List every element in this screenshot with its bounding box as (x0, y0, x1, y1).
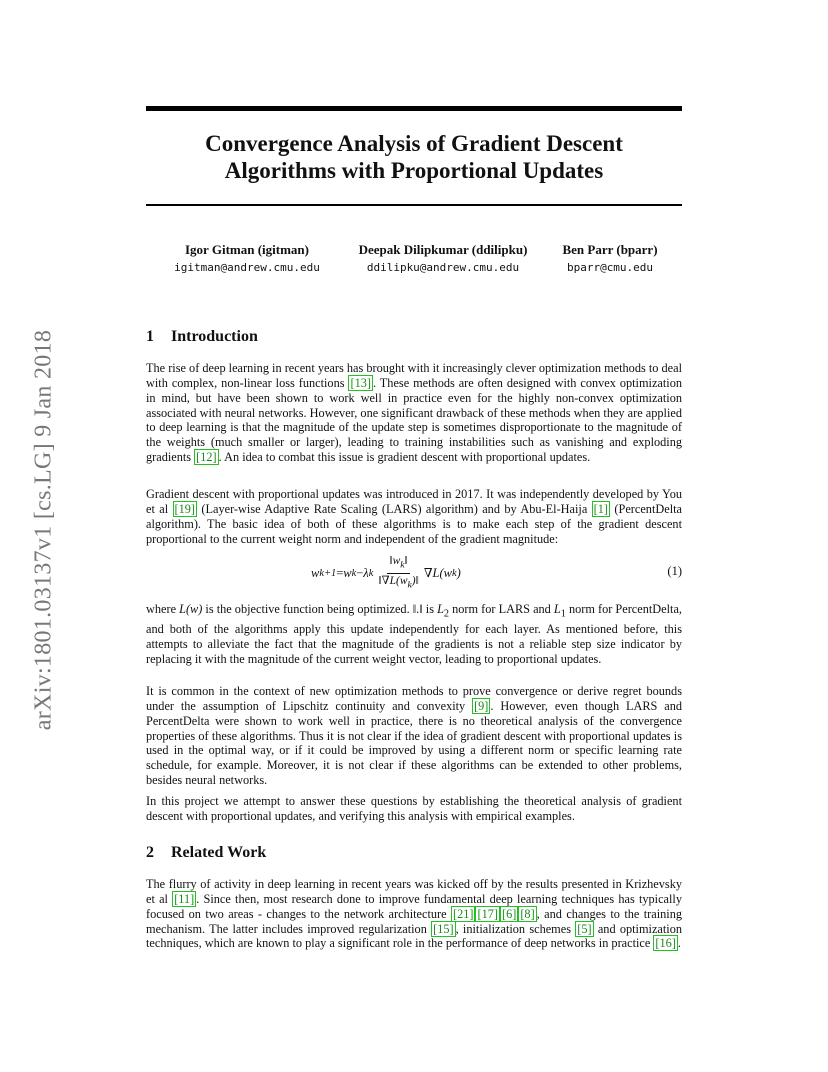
eq-symbol: w (343, 565, 352, 580)
author-block (552, 241, 668, 277)
section-number: 2 (146, 844, 154, 861)
paragraph-text: is (422, 602, 438, 616)
citation-link[interactable]: [12] (196, 450, 217, 465)
author-block (164, 241, 330, 277)
inline-math: L (553, 602, 561, 616)
paper-title (146, 130, 682, 184)
intro-paragraph-5 (146, 794, 682, 824)
citation-link[interactable]: [21] (452, 906, 474, 921)
eq-subscript: k (351, 567, 357, 579)
section-title: Introduction (171, 328, 258, 345)
eq-numerator: $‖w_k‖$ (387, 554, 409, 573)
eq-symbol: λ (363, 565, 369, 580)
paragraph-text: . However, even though LARS and PercentDelta were shown to work well in practice, there is no theoretical analysis of the convergence properties of these algorithms. Thus it is not clear if the idea of gradient descent with proportional updates is used in the optimal way, or if it could be improved by using a different norm or specific learning rate schedule, for example. Moreover, it is not clear if these algorithms can be extended to other problems, besides neural networks. (146, 698, 683, 788)
citation-link[interactable]: [6] (501, 906, 517, 921)
eq-symbol: ) (456, 565, 461, 580)
title-line-2: Algorithms with Proportional Updates (224, 158, 604, 183)
author-name: Ben Parr (bparr) (562, 242, 658, 257)
paragraph-text: . Since then, most research done to improve fundamental deep learning techniques has typically focused on two areas - changes to the network architecture (146, 891, 682, 921)
author-email: igitman@andrew.cmu.edu (174, 261, 320, 274)
paragraph-text: . These methods are often designed with convex optimization in mind, but have been shown to work well in practice even for the highly non-convex optimization associated with neural networks. However, one significant drawback of these methods when they are applied to deep learning is that the magnitude of the update step is sometimes disproportionate to the magnitude of the weights (much smaller or larger), leading to training instabilities such as vanishing and exploding gradients (146, 375, 682, 465)
citation-link[interactable]: [8] (520, 906, 535, 921)
eq-gradient: ∇L(w (423, 566, 453, 580)
title-top-rule (146, 106, 682, 111)
inline-math-subscript: 1 (560, 608, 566, 620)
citation-link[interactable]: [19] (174, 501, 196, 516)
paragraph-text: It is common in the context of new optimization methods to prove convergence or derive regret bounds under the assumption of Lipschitz continuity and convexity (146, 684, 682, 713)
author-email: ddilipku@andrew.cmu.edu (366, 261, 520, 274)
paragraph-text: The flurry of activity in deep learning in recent years was kicked off by the results presented in Krizhevsky et al (146, 877, 682, 906)
citation-link[interactable]: [9] (474, 698, 489, 713)
intro-paragraph-3 (146, 602, 682, 667)
eq-fraction (376, 554, 420, 592)
author-email: bparr@cmu.edu (566, 261, 654, 274)
paragraph-text: . An idea to combat this issue is gradient descent with proportional updates. (218, 450, 591, 465)
eq-subscript: k (368, 567, 374, 579)
arxiv-identifier: arXiv:1801.03137v1 [cs.LG] 9 Jan 2018 (30, 329, 57, 731)
paragraph-text: In this project we attempt to answer these questions by establishing the theoretical analysis of gradient descent with proportional updates, and verifying this analysis with empirical examples. (146, 794, 682, 823)
paragraph-text: , initialization schemes (455, 921, 576, 936)
citation-link[interactable]: [1] (593, 501, 609, 516)
section-number: 1 (146, 328, 154, 345)
eq-subscript: k+1 (319, 567, 337, 579)
author-name: Igor Gitman (igitman) (185, 242, 309, 257)
eq-denominator: $‖\nabla L(w_k)‖$ (378, 574, 419, 590)
intro-paragraph-2 (146, 487, 682, 546)
section-title: Related Work (171, 844, 267, 861)
citation-link[interactable]: [16] (655, 936, 676, 951)
inline-math: L (437, 602, 444, 616)
equation-1 (146, 556, 682, 590)
equation-number: (1) (667, 564, 682, 578)
section-heading-related-work (146, 843, 266, 863)
intro-paragraph-1 (146, 361, 682, 465)
inline-math: L(w) (179, 602, 203, 616)
paragraph-text: . (677, 936, 681, 951)
citation-link[interactable]: [15] (433, 921, 454, 936)
author-name: Deepak Dilipkumar (ddilipku) (358, 242, 528, 257)
title-line-1: Convergence Analysis of Gradient Descent (205, 131, 623, 156)
citation-link[interactable]: [5] (577, 921, 592, 936)
eq-symbol: w (311, 565, 320, 580)
eq-operator: − (356, 565, 364, 580)
paragraph-text: The rise of deep learning in recent years has brought with it increasingly clever optimization methods to deal with complex, non-linear loss functions (146, 361, 682, 390)
update-rule-formula (311, 556, 461, 590)
paragraph-text: norm for PercentDelta, and both of the algorithms apply this update independently for each layer. As mentioned before, this attempts to alleviate the fact that the magnitude of the gradients is not a reliable step size indicator by replacing it with the magnitude of the current weight vector, leading to proportional updates. (146, 602, 682, 666)
citation-link[interactable]: [11] (174, 891, 195, 906)
paragraph-text: is the objective function being optimized. (202, 602, 413, 616)
inline-math: ‖.‖ (412, 602, 423, 616)
author-block (350, 241, 536, 277)
inline-math-subscript: 2 (443, 608, 450, 620)
paragraph-text: and optimization techniques, which are known to play a significant role in the performance of deep networks in practice (146, 921, 683, 951)
eq-operator: = (336, 565, 344, 580)
intro-paragraph-4 (146, 684, 682, 788)
paragraph-text: norm for LARS and (449, 602, 554, 616)
paragraph-text: (PercentDelta algorithm). The basic idea of both of these algorithms is to make each step of the gradient descent proportional to the current weight norm and independent of the gradient magnitude: (146, 501, 682, 546)
citation-link[interactable]: [17] (477, 906, 498, 921)
paragraph-text: , and changes to the training mechanism. The latter includes improved regularization (146, 906, 683, 936)
paragraph-text: (Layer-wise Adaptive Rate Scaling (LARS) algorithm) and by Abu-El-Haija (197, 501, 592, 516)
paragraph-text: Gradient descent with proportional updates was introduced in 2017. It was independently developed by You et al (146, 487, 682, 516)
title-bottom-rule (146, 204, 682, 206)
paragraph-text: where (146, 602, 180, 616)
section-heading-introduction (146, 327, 258, 347)
citation-link[interactable]: [13] (350, 375, 371, 390)
related-work-paragraph (146, 877, 682, 951)
eq-subscript: k (452, 567, 457, 579)
